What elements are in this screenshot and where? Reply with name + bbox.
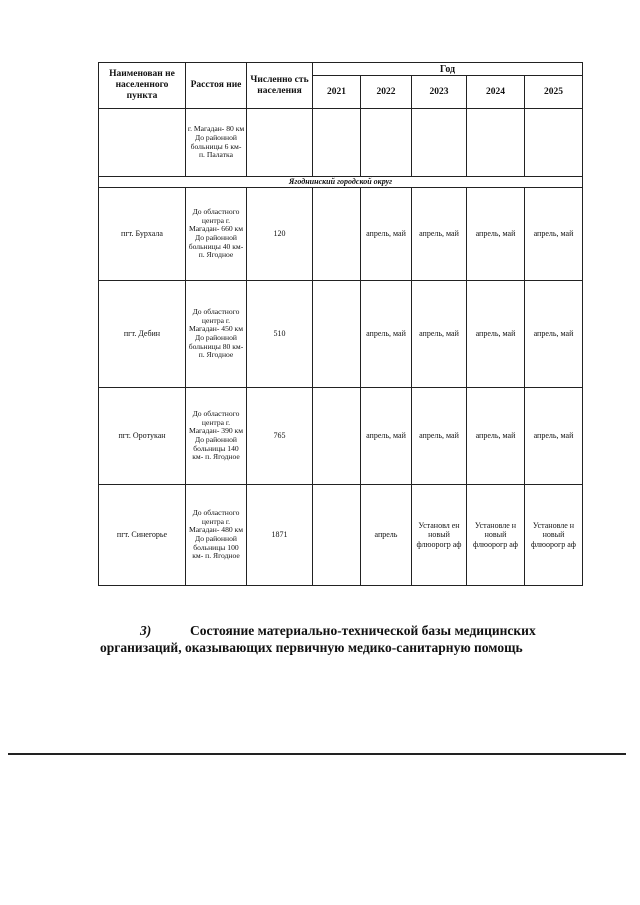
page-divider [8, 753, 626, 755]
header-year-2022: 2022 [361, 76, 412, 109]
population-cell: 120 [247, 188, 313, 281]
year-cell: апрель, май [525, 281, 583, 388]
year-cell [313, 109, 361, 177]
year-cell: Установл ен новый флюорогр аф [412, 485, 467, 586]
section-title-line2: организаций, оказывающих первичную медико-санитарную помощь [100, 640, 523, 655]
year-cell: апрель, май [361, 281, 412, 388]
section-heading [100, 622, 600, 656]
distance-cell: г. Магадан- 80 км До районной больницы 6 км- п. Палатка [186, 109, 247, 177]
year-cell: апрель, май [412, 388, 467, 485]
region-title: Ягоднинский городской округ [99, 177, 583, 188]
table-row [99, 109, 583, 177]
header-year-2023: 2023 [412, 76, 467, 109]
year-cell: апрель, май [361, 388, 412, 485]
year-cell: Установле н новый флюорогр аф [467, 485, 525, 586]
table-row [99, 188, 583, 281]
year-cell: апрель, май [412, 281, 467, 388]
section-title-line1: Состояние материально-технической базы медицинских [190, 623, 536, 638]
distance-cell: До областного центра г. Магадан- 390 км До районной больницы 140 км- п. Ягодное [186, 388, 247, 485]
year-cell [467, 109, 525, 177]
table-row [99, 281, 583, 388]
section-number: 3) [140, 623, 152, 638]
year-cell: апрель, май [467, 281, 525, 388]
year-cell [313, 388, 361, 485]
schedule-table [98, 62, 583, 586]
year-cell [313, 188, 361, 281]
settlement-name: пгт. Бурхала [99, 188, 186, 281]
region-row [99, 177, 583, 188]
distance-cell: До областного центра г. Магадан- 660 км До районной больницы 40 км- п. Ягодное [186, 188, 247, 281]
header-year-2025: 2025 [525, 76, 583, 109]
year-cell: апрель, май [525, 188, 583, 281]
header-settlement-name: Наименован не населенного пункта [99, 63, 186, 109]
header-year: Год [313, 63, 583, 76]
distance-cell: До областного центра г. Магадан- 480 км До районной больницы 100 км- п. Ягодное [186, 485, 247, 586]
year-cell: апрель, май [467, 188, 525, 281]
year-cell: апрель, май [361, 188, 412, 281]
year-cell [525, 109, 583, 177]
table-row [99, 388, 583, 485]
year-cell: апрель, май [412, 188, 467, 281]
year-cell: Установле н новый флюорогр аф [525, 485, 583, 586]
settlement-name [99, 109, 186, 177]
settlement-name: пгт. Синегорье [99, 485, 186, 586]
settlement-name: пгт. Оротукан [99, 388, 186, 485]
population-cell: 1871 [247, 485, 313, 586]
settlement-name: пгт. Дебин [99, 281, 186, 388]
distance-cell: До областного центра г. Магадан- 450 км До районной больницы 80 км- п. Ягодное [186, 281, 247, 388]
population-cell: 510 [247, 281, 313, 388]
year-cell [313, 485, 361, 586]
header-population: Численно сть населения [247, 63, 313, 109]
year-cell: апрель, май [467, 388, 525, 485]
population-cell [247, 109, 313, 177]
population-cell: 765 [247, 388, 313, 485]
header-distance: Расстоя ние [186, 63, 247, 109]
table-row [99, 485, 583, 586]
year-cell: апрель, май [525, 388, 583, 485]
year-cell [361, 109, 412, 177]
header-year-2021: 2021 [313, 76, 361, 109]
year-cell: апрель [361, 485, 412, 586]
header-year-2024: 2024 [467, 76, 525, 109]
year-cell [313, 281, 361, 388]
year-cell [412, 109, 467, 177]
